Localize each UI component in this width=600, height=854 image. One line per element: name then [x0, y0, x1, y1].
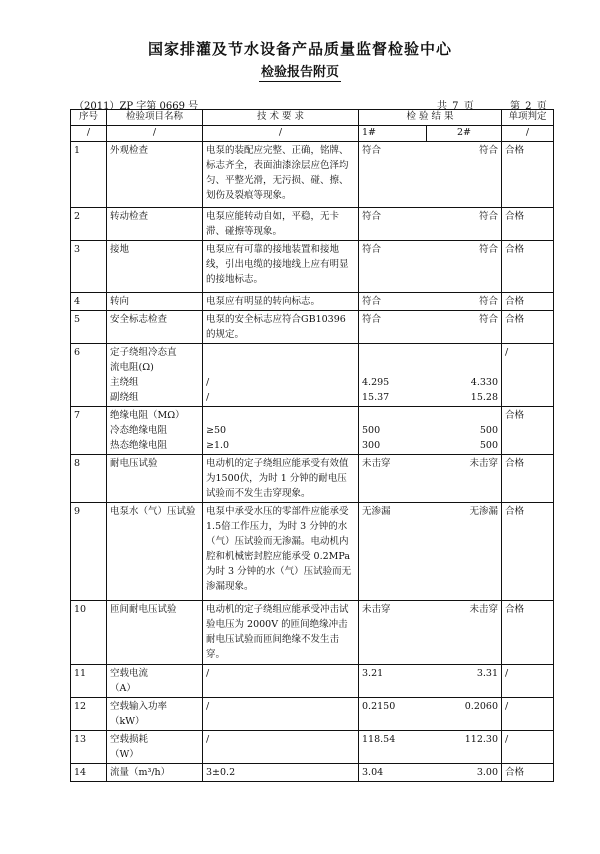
cell-result-1	[359, 407, 427, 455]
cell-req: 电泵的装配应完整、正确，铭牌、标志齐全，表面油漆涂层应色泽均匀、平整光滑，无污损、碰、擦、划伤及裂痕等现象。	[203, 142, 359, 208]
cell-verdict: 合格	[502, 601, 554, 665]
result-1-line	[362, 360, 424, 375]
cell-req: /	[203, 731, 359, 764]
cell-result-2: 3.31	[427, 665, 502, 698]
result-2-line	[430, 408, 499, 423]
cell-no: 9	[71, 503, 107, 601]
cell-result-2: 符合	[427, 311, 502, 344]
table-header-row	[71, 110, 554, 126]
cell-no: 11	[71, 665, 107, 698]
cell-result-1: 符合	[359, 311, 427, 344]
cell-verdict: /	[502, 731, 554, 764]
cell-verdict: 合格	[502, 764, 554, 782]
req-line: ≥1.0	[206, 440, 230, 451]
cell-item	[107, 407, 203, 455]
cell-result-2: 符合	[427, 208, 502, 241]
cell-item: 电泵水（气）压试验	[107, 503, 203, 601]
col-verdict: 单项判定	[502, 110, 554, 126]
result-2-line: 15.28	[470, 392, 498, 403]
table-row	[71, 208, 554, 241]
result-2-line: 4.330	[470, 377, 498, 388]
cell-item: 转向	[107, 293, 203, 311]
cell-verdict: 合格	[502, 455, 554, 503]
cell-no: 8	[71, 455, 107, 503]
cell-req: 电动机的定子绕组应能承受冲击试验电压为 2000V 的匝间绝缘冲击耐电压试验而匝间绝缘不发生击穿。	[203, 601, 359, 665]
cell-verdict: /	[502, 665, 554, 698]
cell-verdict: 合格	[502, 407, 554, 455]
cell-req: /	[203, 698, 359, 731]
cell-result-2: 未击穿	[427, 601, 502, 665]
item-line: 空载输入功率	[110, 701, 168, 712]
result-1-line	[362, 345, 424, 360]
item-line: （W）	[110, 749, 139, 760]
cell-req: 电动机的定子绕组应能承受有效值为1500伏，为时 1 分钟的耐电压试验而不发生击穿现象。	[203, 455, 359, 503]
cell-item: 安全标志检查	[107, 311, 203, 344]
result-1-line	[362, 408, 424, 423]
req-line: ≥50	[206, 425, 227, 436]
result-2-line	[430, 360, 499, 375]
cell-result-1: 118.54	[359, 731, 427, 764]
table-row	[71, 698, 554, 731]
cell-result-1: 符合	[359, 142, 427, 208]
inspection-table	[70, 109, 554, 782]
cell-result-1: 未击穿	[359, 601, 427, 665]
cell-verdict: 合格	[502, 142, 554, 208]
cell-verdict: 合格	[502, 293, 554, 311]
col-req: 技 术 要 求	[203, 110, 359, 126]
sub-sample1: 1#	[359, 126, 427, 142]
page-current: 第 2 页	[510, 101, 547, 112]
item-line: 流电阻(Ω)	[110, 362, 154, 373]
req-line	[206, 345, 355, 360]
item-line: 空载电流	[110, 668, 149, 679]
cell-no: 14	[71, 764, 107, 782]
req-line	[206, 360, 355, 375]
item-line: 空载损耗	[110, 734, 149, 745]
cell-result-2: 112.30	[427, 731, 502, 764]
item-line: 副绕组	[110, 392, 139, 403]
cell-item: 匝间耐电压试验	[107, 601, 203, 665]
cell-result-2: 未击穿	[427, 455, 502, 503]
result-2-line	[430, 345, 499, 360]
cell-no: 2	[71, 208, 107, 241]
cell-result-1: 未击穿	[359, 455, 427, 503]
cell-result-2: 符合	[427, 293, 502, 311]
cell-no: 3	[71, 241, 107, 293]
cell-result-1: 3.21	[359, 665, 427, 698]
sub-req: /	[203, 126, 359, 142]
cell-verdict: /	[502, 344, 554, 407]
table-row	[71, 731, 554, 764]
cell-item	[107, 344, 203, 407]
cell-req: 电泵中承受水压的零部件应能承受1.5倍工作压力，为时 3 分钟的水（气）压试验而无渗漏。电动机内腔和机械密封腔应能承受 0.2MPa 为时 3 分钟的水（气）压试验而无渗漏现象。	[203, 503, 359, 601]
result-2-line: 500	[479, 440, 498, 451]
cell-verdict: 合格	[502, 311, 554, 344]
req-line	[206, 408, 355, 423]
sub-item: /	[107, 126, 203, 142]
table-subheader-row	[71, 126, 554, 142]
cell-req: /	[203, 665, 359, 698]
cell-req	[203, 407, 359, 455]
table-row	[71, 503, 554, 601]
cell-item	[107, 665, 203, 698]
cell-no: 12	[71, 698, 107, 731]
cell-verdict: /	[502, 698, 554, 731]
cell-no: 1	[71, 142, 107, 208]
cell-no: 10	[71, 601, 107, 665]
req-line: /	[206, 392, 210, 403]
sub-verdict: /	[502, 126, 554, 142]
cell-item: 流量（m³/h）	[107, 764, 203, 782]
cell-no: 13	[71, 731, 107, 764]
cell-result-1	[359, 344, 427, 407]
doc-title	[0, 61, 600, 80]
col-item: 检验项目名称	[107, 110, 203, 126]
cell-no: 6	[71, 344, 107, 407]
cell-no: 7	[71, 407, 107, 455]
cell-no: 5	[71, 311, 107, 344]
cell-req	[203, 344, 359, 407]
result-1-line: 300	[362, 440, 381, 451]
table-row	[71, 407, 554, 455]
cell-result-1: 符合	[359, 241, 427, 293]
table-row	[71, 601, 554, 665]
sub-no: /	[71, 126, 107, 142]
cell-result-2: 符合	[427, 241, 502, 293]
item-line: 绝缘电阻（MΩ）	[110, 410, 185, 421]
cell-result-1: 0.2150	[359, 698, 427, 731]
result-1-line: 15.37	[362, 392, 390, 403]
cell-verdict: 合格	[502, 503, 554, 601]
cell-req: 电泵应能转动自如，平稳，无卡滞、碰擦等现象。	[203, 208, 359, 241]
cell-result-1: 符合	[359, 208, 427, 241]
sub-sample2: 2#	[427, 126, 502, 142]
table-row	[71, 311, 554, 344]
cell-result-2	[427, 344, 502, 407]
report-number: （2011）ZP 字第 0669 号	[74, 101, 199, 112]
item-line: 主绕组	[110, 377, 139, 388]
pages-total: 共 7 页	[437, 101, 474, 112]
table-row	[71, 142, 554, 208]
cell-result-1: 符合	[359, 293, 427, 311]
table-row	[71, 455, 554, 503]
item-line: 定子绕组冷态直	[110, 347, 177, 358]
cell-result-1: 无渗漏	[359, 503, 427, 601]
item-line: 冷态绝缘电阻	[110, 425, 168, 436]
cell-result-2	[427, 407, 502, 455]
table-row	[71, 241, 554, 293]
table-row	[71, 665, 554, 698]
cell-result-2: 0.2060	[427, 698, 502, 731]
cell-verdict: 合格	[502, 241, 554, 293]
item-line: （A）	[110, 683, 136, 694]
item-line: （kW）	[110, 716, 145, 727]
cell-req: 3±0.2	[203, 764, 359, 782]
cell-result-2: 无渗漏	[427, 503, 502, 601]
result-1-line: 500	[362, 425, 381, 436]
cell-item: 耐电压试验	[107, 455, 203, 503]
cell-req: 电泵的安全标志应符合GB10396的规定。	[203, 311, 359, 344]
cell-verdict: 合格	[502, 208, 554, 241]
table-row	[71, 293, 554, 311]
req-line: /	[206, 377, 210, 388]
org-title: 国家排灌及节水设备产品质量监督检验中心	[147, 40, 452, 58]
cell-result-1: 3.04	[359, 764, 427, 782]
cell-item	[107, 698, 203, 731]
cell-item: 接地	[107, 241, 203, 293]
cell-no: 4	[71, 293, 107, 311]
cell-item	[107, 731, 203, 764]
result-1-line: 4.295	[362, 377, 390, 388]
doc-title-text: 检验报告附页	[260, 65, 339, 80]
table-row	[71, 764, 554, 782]
col-no: 序号	[71, 110, 107, 126]
result-2-line: 500	[479, 425, 498, 436]
table-row	[71, 344, 554, 407]
cell-item: 外观检查	[107, 142, 203, 208]
item-line: 热态绝缘电阻	[110, 440, 168, 451]
cell-req: 电泵应有可靠的接地装置和接地线，引出电缆的接地线上应有明显的接地标志。	[203, 241, 359, 293]
cell-req: 电泵应有明显的转向标志。	[203, 293, 359, 311]
cell-item: 转动检查	[107, 208, 203, 241]
col-result: 检 验 结 果	[359, 110, 502, 126]
cell-result-2: 3.00	[427, 764, 502, 782]
cell-result-2: 符合	[427, 142, 502, 208]
